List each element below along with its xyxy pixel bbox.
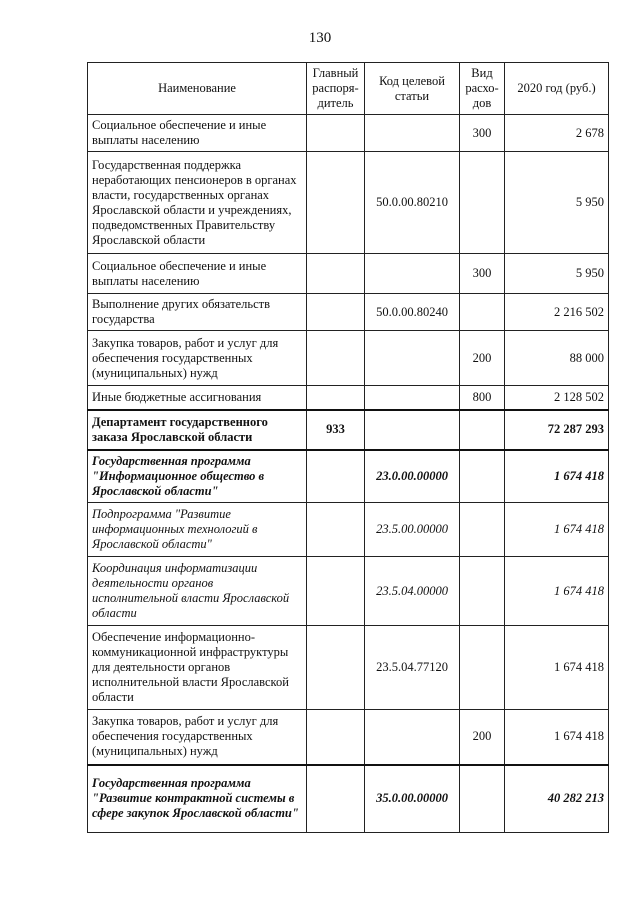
row-amount: 2 216 502 <box>505 294 609 331</box>
row-code: 23.5.04.00000 <box>365 557 460 626</box>
table-row <box>88 152 609 254</box>
row-name: Государственная поддержка неработающих пенсионеров в органах власти, государственных органах Ярославской области и учреждениях, подведомственных Правительству Ярославской области <box>88 152 307 254</box>
row-amount: 1 674 418 <box>505 557 609 626</box>
row-vid <box>460 410 505 450</box>
table-row <box>88 294 609 331</box>
row-amount: 1 674 418 <box>505 503 609 557</box>
row-amount: 40 282 213 <box>505 765 609 833</box>
row-glavny <box>307 710 365 765</box>
row-glavny: 933 <box>307 410 365 450</box>
table-row <box>88 765 609 833</box>
row-name: Координация информатизации деятельности органов исполнительной власти Ярославской области <box>88 557 307 626</box>
row-glavny <box>307 152 365 254</box>
row-glavny <box>307 115 365 152</box>
row-amount: 1 674 418 <box>505 450 609 503</box>
row-vid <box>460 503 505 557</box>
table-row <box>88 557 609 626</box>
row-amount: 1 674 418 <box>505 710 609 765</box>
budget-table <box>87 62 609 833</box>
table-row <box>88 626 609 710</box>
row-amount: 72 287 293 <box>505 410 609 450</box>
table-row <box>88 503 609 557</box>
row-code: 23.5.00.00000 <box>365 503 460 557</box>
row-glavny <box>307 557 365 626</box>
row-amount: 5 950 <box>505 254 609 294</box>
table-row <box>88 450 609 503</box>
row-code: 23.0.00.00000 <box>365 450 460 503</box>
row-glavny <box>307 503 365 557</box>
row-glavny <box>307 765 365 833</box>
table-row <box>88 331 609 386</box>
row-glavny <box>307 386 365 410</box>
row-vid: 200 <box>460 710 505 765</box>
row-code <box>365 410 460 450</box>
header-name: Наименование <box>88 63 307 115</box>
row-glavny <box>307 626 365 710</box>
row-name: Подпрограмма "Развитие информационных технологий в Ярославской области" <box>88 503 307 557</box>
row-code: 50.0.00.80210 <box>365 152 460 254</box>
row-amount: 1 674 418 <box>505 626 609 710</box>
row-name: Социальное обеспечение и иные выплаты населению <box>88 115 307 152</box>
row-name: Обеспечение информационно-коммуникационной инфраструктуры для деятельности органов исполнительной власти Ярославской области <box>88 626 307 710</box>
header-vid: Вид расхо-дов <box>460 63 505 115</box>
row-glavny <box>307 450 365 503</box>
row-vid <box>460 765 505 833</box>
row-vid <box>460 294 505 331</box>
row-vid: 300 <box>460 254 505 294</box>
table-row <box>88 115 609 152</box>
row-code <box>365 115 460 152</box>
row-name: Иные бюджетные ассигнования <box>88 386 307 410</box>
row-code <box>365 331 460 386</box>
row-name: Государственная программа "Информационное общество в Ярославской области" <box>88 450 307 503</box>
header-amount: 2020 год (руб.) <box>505 63 609 115</box>
header-glavny: Главный распоря-дитель <box>307 63 365 115</box>
page-number: 130 <box>308 30 332 46</box>
row-code <box>365 254 460 294</box>
row-glavny <box>307 294 365 331</box>
row-vid: 200 <box>460 331 505 386</box>
row-code: 50.0.00.80240 <box>365 294 460 331</box>
row-code <box>365 710 460 765</box>
row-glavny <box>307 254 365 294</box>
row-vid <box>460 152 505 254</box>
row-amount: 2 128 502 <box>505 386 609 410</box>
row-code <box>365 386 460 410</box>
row-glavny <box>307 331 365 386</box>
row-code: 23.5.04.77120 <box>365 626 460 710</box>
table-row <box>88 386 609 410</box>
table-row <box>88 410 609 450</box>
row-vid <box>460 626 505 710</box>
header-code: Код целевой статьи <box>365 63 460 115</box>
table-header-row <box>88 63 609 115</box>
row-amount: 2 678 <box>505 115 609 152</box>
row-vid: 300 <box>460 115 505 152</box>
row-vid <box>460 557 505 626</box>
row-code: 35.0.00.00000 <box>365 765 460 833</box>
row-amount: 5 950 <box>505 152 609 254</box>
table-row <box>88 254 609 294</box>
row-name: Закупка товаров, работ и услуг для обеспечения государственных (муниципальных) нужд <box>88 710 307 765</box>
row-name: Социальное обеспечение и иные выплаты населению <box>88 254 307 294</box>
row-name: Государственная программа "Развитие контрактной системы в сфере закупок Ярославской области" <box>88 765 307 833</box>
table-row <box>88 710 609 765</box>
row-vid <box>460 450 505 503</box>
row-name: Департамент государственного заказа Ярославской области <box>88 410 307 450</box>
row-name: Выполнение других обязательств государства <box>88 294 307 331</box>
row-vid: 800 <box>460 386 505 410</box>
row-name: Закупка товаров, работ и услуг для обеспечения государственных (муниципальных) нужд <box>88 331 307 386</box>
row-amount: 88 000 <box>505 331 609 386</box>
